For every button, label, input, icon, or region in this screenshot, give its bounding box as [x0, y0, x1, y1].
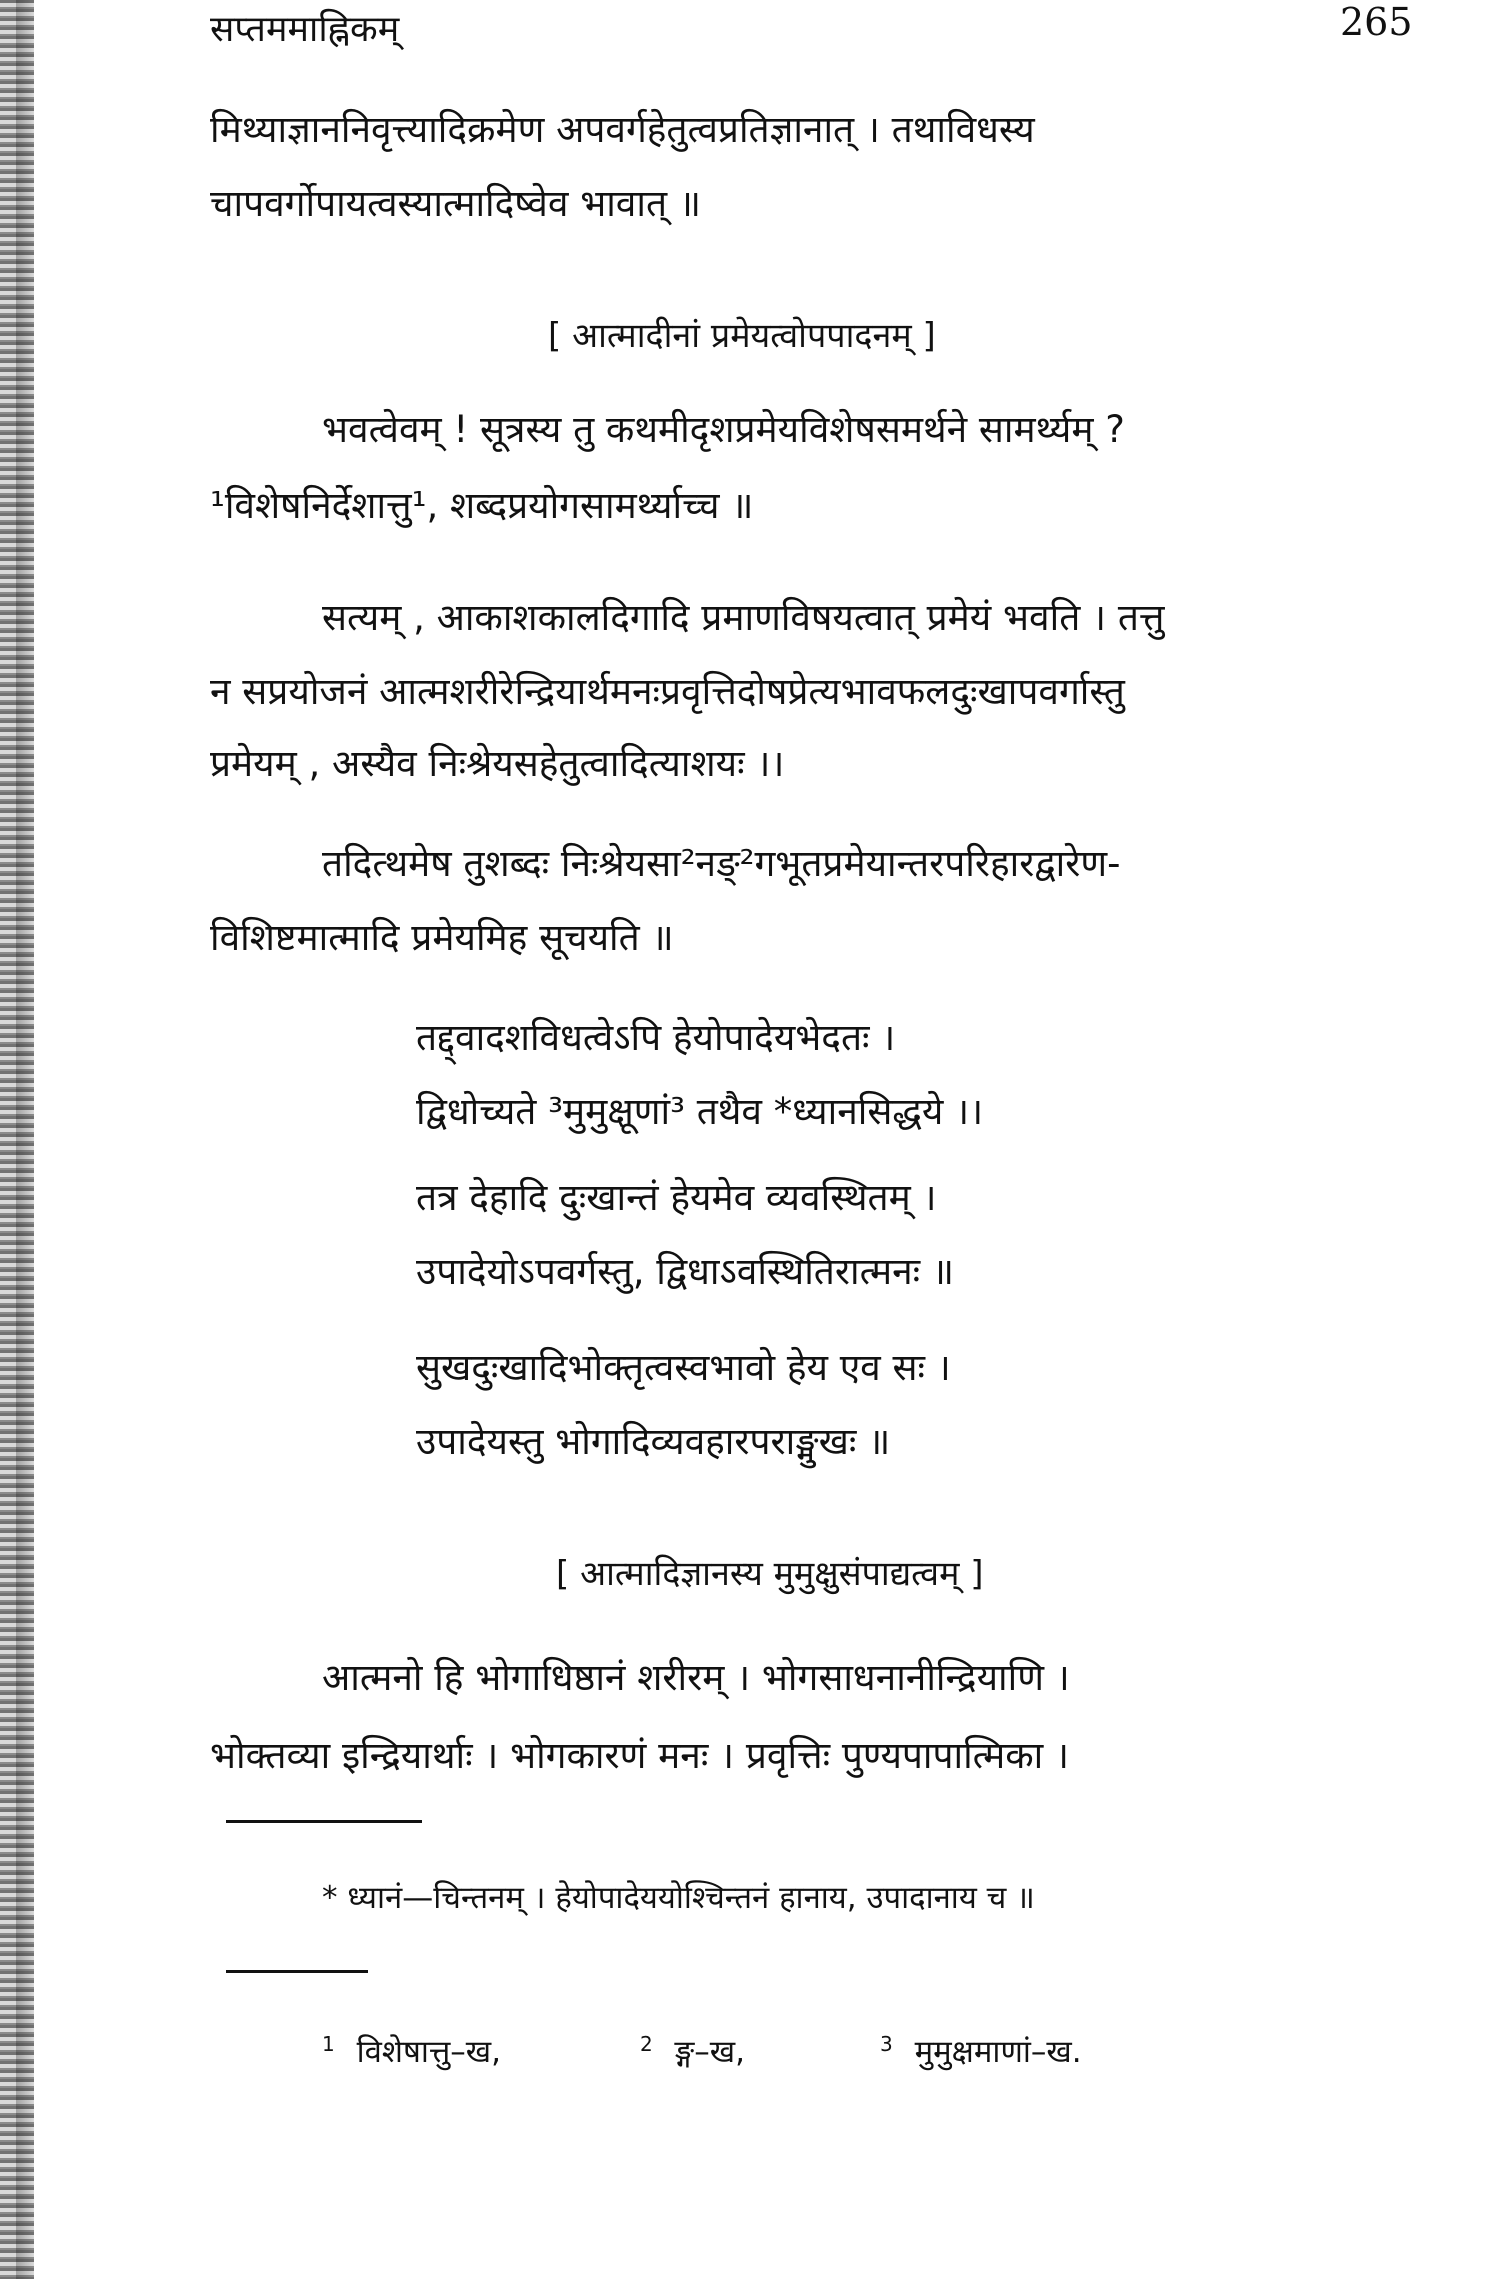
body-line: सत्यम् , आकाशकालदिगादि प्रमाणविषयत्वात् प्रमेयं भवति । तत्तु	[322, 596, 1165, 639]
footnote-rule	[226, 1970, 368, 1973]
body-line: आत्मनो हि भोगाधिष्ठानं शरीरम् । भोगसाधनानीन्द्रियाणि ।	[322, 1656, 1070, 1699]
body-line: तदित्थमेष तुशब्दः निःश्रेयसा²नङ्²गभूतप्रमेयान्तरपरिहारद्वारेण-	[322, 842, 1121, 885]
verse-line: उपादेयोऽपवर्गस्तु, द्विधाऽवस्थितिरात्मनः ॥	[416, 1250, 955, 1293]
body-line: विशिष्टमात्मादि प्रमेयमिह सूचयति ॥	[210, 916, 674, 959]
section-heading: [ आत्मादीनां प्रमेयत्वोपपादनम् ]	[548, 316, 936, 356]
footnote-mark: 1	[322, 2032, 335, 2056]
verse-line: तत्र देहादि दुःखान्तं हेयमेव व्यवस्थितम् ।	[416, 1176, 937, 1219]
variant-note	[640, 2032, 745, 2072]
footnote: * ध्यानं—चिन्तनम् । हेयोपादेययोश्चिन्तनं हानाय, उपादानाय च ॥	[322, 1880, 1035, 1916]
footnote-mark: 3	[880, 2032, 893, 2056]
verse-line: उपादेयस्तु भोगादिव्यवहारपराङ्मुखः ॥	[416, 1420, 891, 1463]
running-head: सप्तममाह्निकम्	[210, 9, 400, 50]
footnote-rule	[226, 1820, 422, 1823]
book-binding-edge	[0, 0, 34, 2279]
variant-text: ङ्ग–ख,	[674, 2034, 745, 2071]
body-line: चापवर्गोपायत्वस्यात्मादिष्वेव भावात् ॥	[210, 182, 701, 225]
body-line: भवत्वेवम् ! सूत्रस्य तु कथमीदृशप्रमेयविशेषसमर्थने सामर्थ्यम् ?	[322, 408, 1125, 451]
verse-line: तद्द्वादशविधत्वेऽपि हेयोपादेयभेदतः ।	[416, 1016, 896, 1059]
footnote-mark: 2	[640, 2032, 653, 2056]
variant-note	[880, 2032, 1082, 2072]
variant-text: विशेषात्तु–ख,	[356, 2034, 502, 2071]
verse-line: द्विधोच्यते ³मुमुक्षूणां³ तथैव *ध्यानसिद्धये ।।	[416, 1090, 984, 1133]
body-line: मिथ्याज्ञाननिवृत्त्यादिक्रमेण अपवर्गहेतुत्वप्रतिज्ञानात् । तथाविधस्य	[210, 108, 1035, 151]
section-heading: [ आत्मादिज्ञानस्य मुमुक्षुसंपाद्यत्वम् ]	[556, 1554, 984, 1594]
verse-line: सुखदुःखादिभोक्तृत्वस्वभावो हेय एव सः ।	[416, 1346, 951, 1389]
body-line: प्रमेयम् , अस्यैव निःश्रेयसहेतुत्वादित्याशयः ।।	[210, 742, 785, 785]
body-line: भोक्तव्या इन्द्रियार्थाः । भोगकारणं मनः । प्रवृत्तिः पुण्यपापात्मिका ।	[210, 1734, 1069, 1777]
body-line: ¹विशेषनिर्देशात्तु¹, शब्दप्रयोगसामर्थ्याच्च ॥	[210, 484, 754, 527]
page-number: 265	[1340, 0, 1413, 44]
variant-text: मुमुक्षमाणां–ख.	[914, 2034, 1082, 2071]
variant-note	[322, 2032, 501, 2072]
body-line: न सप्रयोजनं आत्मशरीरेन्द्रियार्थमनःप्रवृत्तिदोषप्रेत्यभावफलदुःखापवर्गास्तु	[210, 670, 1125, 713]
